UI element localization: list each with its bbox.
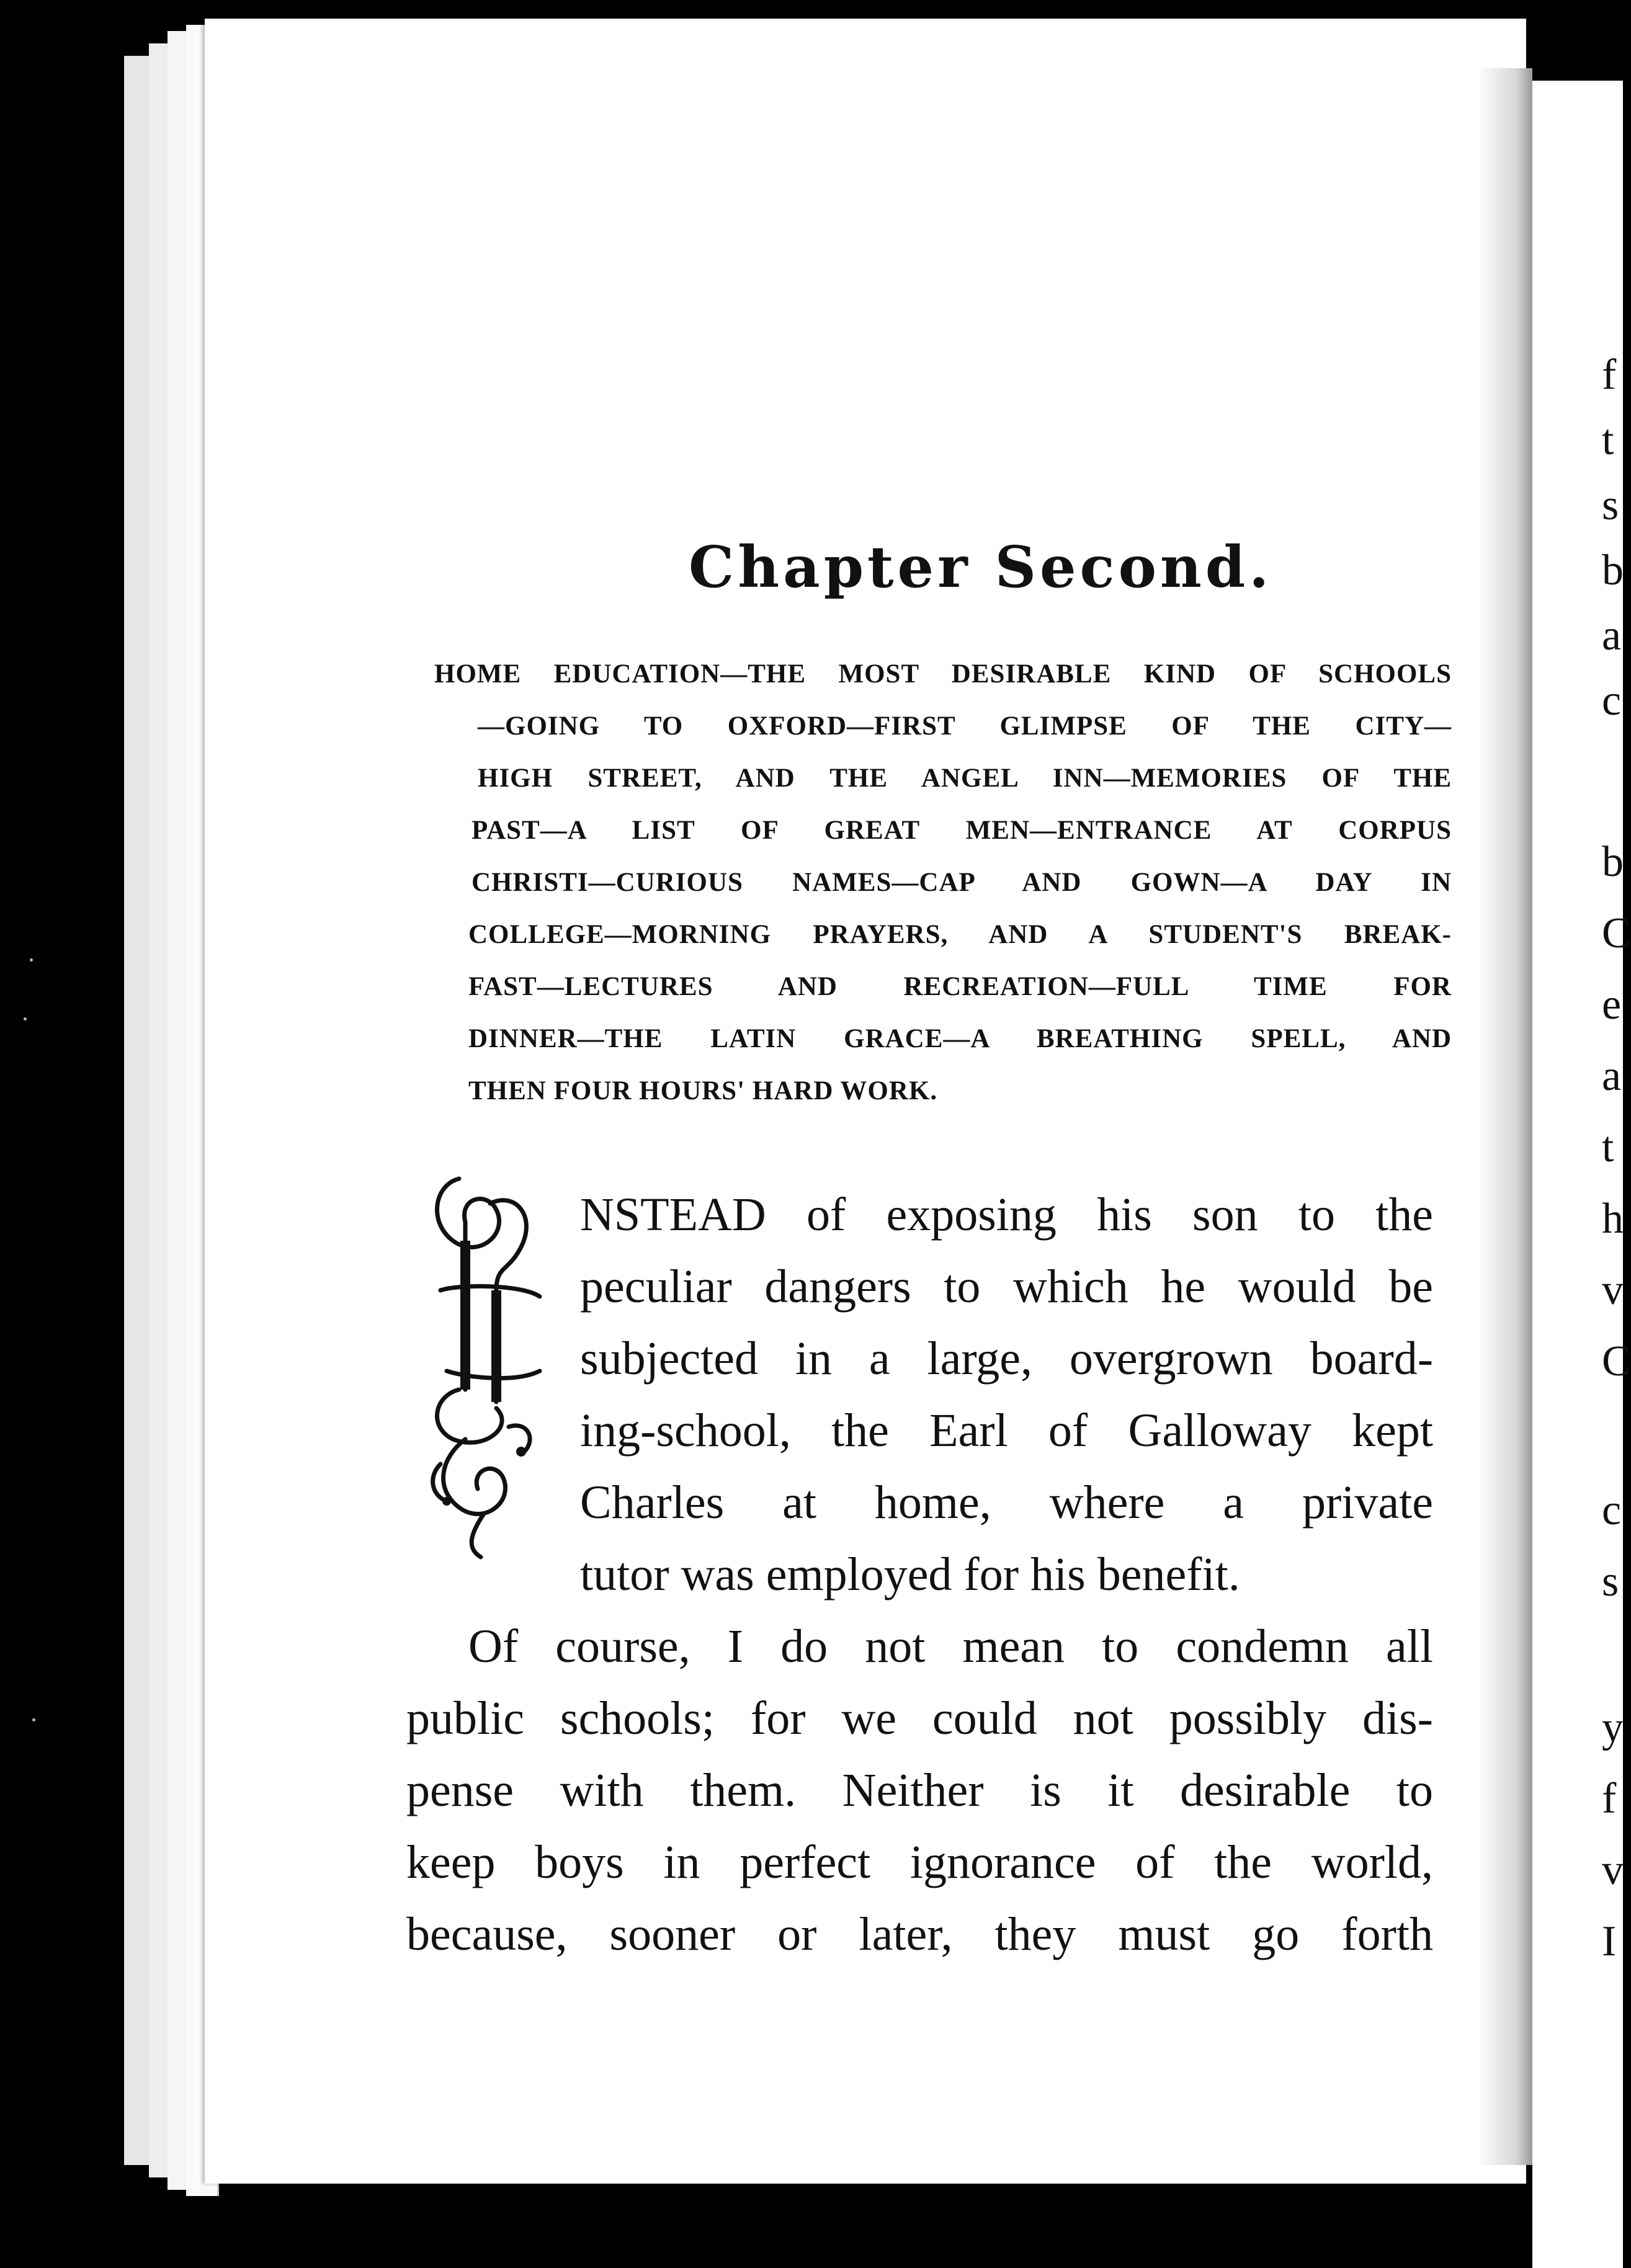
facing-page-letter: t [1602, 416, 1614, 464]
facing-page-letter: t [1602, 1123, 1614, 1171]
body-line: public schools; for we could not possibly dis- [406, 1692, 1433, 1744]
body-line: ing-school, the Earl of Galloway kept [580, 1404, 1433, 1457]
body-line: tutor was employed for his benefit. [580, 1548, 1240, 1601]
synopsis-line: DINNER—THE LATIN GRACE—A BREATHING SPELL, AND [468, 1024, 1452, 1053]
facing-page-letter: I [1602, 1918, 1617, 1965]
dust-speck [32, 1718, 35, 1721]
synopsis-line: HIGH STREET, AND THE ANGEL INN—MEMORIES OF THE [478, 764, 1452, 793]
facing-page-letter: v [1602, 1846, 1624, 1894]
facing-page-letter: s [1602, 481, 1619, 529]
chapter-title: Chapter Second. [689, 534, 1273, 600]
dust-speck [24, 1017, 27, 1020]
body-line: Of course, I do not mean to condemn all [468, 1620, 1433, 1672]
facing-page-letter: s [1602, 1558, 1619, 1605]
synopsis-line: COLLEGE—MORNING PRAYERS, AND A STUDENT'S BREAK- [468, 920, 1452, 949]
body-text [406, 1179, 1433, 1970]
body-line: because, sooner or later, they must go forth [406, 1908, 1433, 1960]
body-line: Charles at home, where a private [580, 1476, 1433, 1529]
facing-page-letter: C [1602, 1337, 1631, 1385]
synopsis-line: FAST—LECTURES AND RECREATION—FULL TIME FOR [468, 972, 1452, 1001]
facing-page-letter: c [1602, 1486, 1622, 1534]
dust-speck [30, 958, 33, 962]
facing-page-letter: a [1602, 1052, 1622, 1100]
facing-page-letter: b [1602, 547, 1624, 594]
facing-page-letter: y [1602, 1703, 1624, 1751]
facing-page-letter: b [1602, 838, 1624, 886]
synopsis-line: —GOING TO OXFORD—FIRST GLIMPSE OF THE CITY— [478, 712, 1452, 741]
body-line: keep boys in perfect ignorance of the world, [406, 1836, 1433, 1888]
body-line: peculiar dangers to which he would be [580, 1261, 1433, 1313]
facing-page-letter: h [1602, 1195, 1624, 1243]
synopsis-line: HOME EDUCATION—THE MOST DESIRABLE KIND OF SCHOOLS [434, 659, 1452, 689]
body-line: NSTEAD of exposing his son to the [580, 1189, 1433, 1241]
facing-page-letter: a [1602, 612, 1622, 659]
facing-page-letter: f [1602, 351, 1617, 399]
facing-page-letter: v [1602, 1266, 1624, 1314]
facing-page-letter: e [1602, 981, 1622, 1029]
facing-page-letter: c [1602, 677, 1622, 725]
body-line: pense with them. Neither is it desirable to [406, 1764, 1433, 1816]
synopsis-line: THEN FOUR HOURS' HARD WORK. [468, 1076, 938, 1105]
facing-page-letter: C [1602, 909, 1631, 957]
synopsis-line: CHRISTI—CURIOUS NAMES—CAP AND GOWN—A DAY IN [471, 868, 1452, 897]
chapter-synopsis [434, 648, 1452, 1117]
facing-page [1532, 81, 1631, 2268]
synopsis-line: PAST—A LIST OF GREAT MEN—ENTRANCE AT CORPUS [471, 816, 1452, 845]
body-line: subjected in a large, overgrown board- [580, 1333, 1433, 1385]
facing-page-letter: f [1602, 1775, 1617, 1823]
page-gutter [1477, 68, 1532, 2165]
